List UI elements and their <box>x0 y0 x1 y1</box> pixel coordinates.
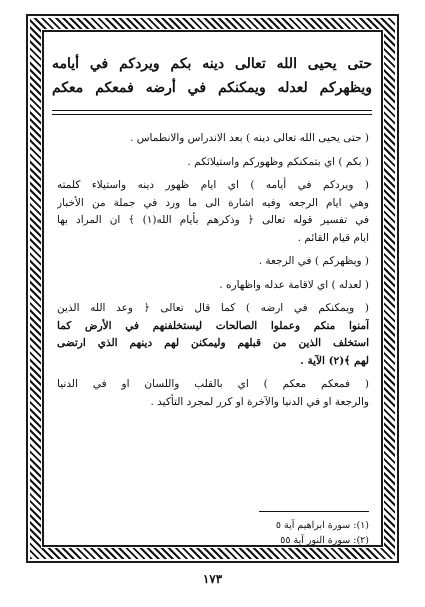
footnotes <box>169 518 369 548</box>
header-line-2: ويظهركم لعدله ويمكنكم في أرضه فمعكم معكم <box>52 80 372 96</box>
paragraph-3: ( ويردكم في أيامه ) اي ايام ظهور دينه واستيلاء كلمته وهي ايام الرجعه وفيه اشارة الى ما ورد في جملة من الأخبار في تفسير قوله تعالى ﴿ وذكرهم بأيام الله(١) ﴾ ان المراد بها ايام قيام القائم . <box>57 179 369 244</box>
paragraph-5: ( لعدله ) اي لاقامة عدله واظهاره . <box>219 278 369 291</box>
footnote-1: (١): سورة ابراهيم آية ٥ <box>275 520 369 531</box>
header-line-1: حتى يحيى الله تعالى دينه بكم ويردكم في أيامه <box>52 56 372 72</box>
header-divider-top <box>52 110 372 111</box>
header-divider-bottom <box>52 114 372 115</box>
paragraph-7: ( فمعكم معكم ) اي بالقلب واللسان او في الدنيا والرجعة او في الدنيا والآخرة او كرر لمجرد التأكيد . <box>57 378 369 408</box>
page-number: ١٧٣ <box>202 572 223 586</box>
quoted-text-header <box>52 52 372 100</box>
paragraph-4: ( ويظهركم ) في الرجعة . <box>258 255 369 267</box>
footnote-2: (٢): سورة النور آية ٥٥ <box>280 535 369 546</box>
paragraph-6: ( ويمكنكم في ارضه ) كما قال تعالى ﴿ وعد الله الذين آمنوا منكم وعملوا الصالحات ليستخلفنهم في الأرض كما استخلف الذين من قبلهم وليمكنن لهم دينهم الذي ارتضى لهم ﴾(٢) الآية . <box>57 302 369 367</box>
paragraph-1: ( حتى يحيى الله تعالى دينه ) بعد الاندراس والانطماس . <box>130 132 369 144</box>
footnote-separator <box>259 511 369 512</box>
paragraph-2: ( بكم ) اي بتمكنكم وظهوركم واستيلائكم . <box>187 155 369 168</box>
commentary-body <box>57 130 369 417</box>
